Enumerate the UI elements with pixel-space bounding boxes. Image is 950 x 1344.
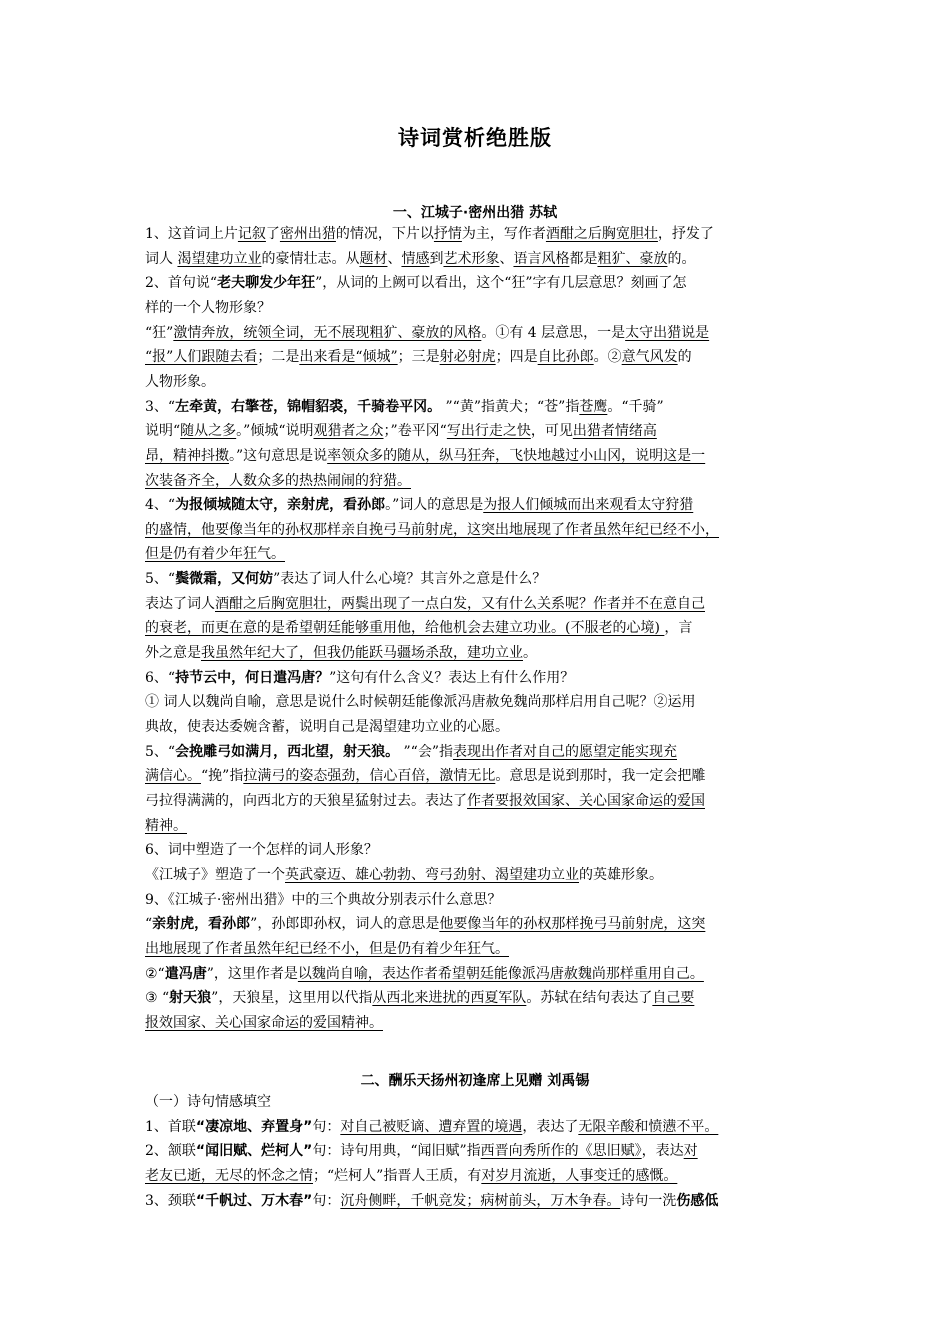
text-line bbox=[145, 323, 810, 345]
underlined-text: 西晋向秀所作的《思旧赋》 bbox=[480, 1143, 642, 1160]
underlined-text: 抒情 bbox=[433, 226, 462, 242]
text-run: ”，这里作者是 bbox=[206, 965, 298, 982]
section-heading: 二、酬乐天扬州初逢席上见赠 刘禹锡 bbox=[360, 1073, 590, 1089]
underlined-text: 出地展现了作者虽然年纪已经不小，但是仍有着少年狂气。 bbox=[145, 940, 509, 957]
bold-quote: 持节云中，何日遣冯唐？ bbox=[175, 669, 330, 686]
text-line bbox=[145, 446, 810, 468]
text-run: 弓拉得满满的，向西北方的天狼星猛射过去。表达了 bbox=[145, 792, 467, 809]
text-run: 。意思是说到那时，我一定会把雕 bbox=[495, 768, 706, 785]
bold-quote: 亲射虎，看孙郎 bbox=[152, 916, 251, 933]
text-run: 5、“ bbox=[145, 743, 176, 760]
underlined-text: 精神。 bbox=[145, 817, 187, 834]
underlined-text: 随从之多 bbox=[180, 423, 237, 440]
text-line bbox=[145, 569, 810, 591]
text-run: ”“会”指 bbox=[399, 743, 453, 760]
text-run: 词人 bbox=[145, 250, 178, 267]
text-run: 4、“ bbox=[145, 497, 176, 514]
text-run: ；三是 bbox=[397, 349, 440, 366]
underlined-text: 对岁月流逝，人事变迁的感慨。 bbox=[481, 1167, 678, 1184]
underlined-text: 他要像当年的孙权那样挽弓马前射虎，这突 bbox=[439, 916, 706, 933]
underlined-text: 以魏尚自喻，表达作者希望朝廷能像派冯唐赦魏尚那样重用自己。 bbox=[297, 965, 704, 982]
underlined-text: 酒酣之后胸宽胆壮，两鬓出现了一点白发，又有什么关系呢？作者并不在意自己 bbox=[215, 595, 705, 612]
text-run: 句： bbox=[312, 1192, 341, 1209]
text-run: 1、首联 bbox=[145, 1118, 196, 1135]
text-line bbox=[145, 1141, 810, 1163]
underlined-text: 对自己被贬谪、遭弃置的境遇 bbox=[340, 1118, 523, 1135]
text-line bbox=[145, 1166, 810, 1188]
text-line bbox=[145, 1117, 810, 1139]
underlined-text: 昂，精神抖擞 bbox=[145, 447, 229, 464]
text-run: 。”这句意思是说 bbox=[229, 447, 328, 464]
underlined-text: 题材 bbox=[359, 250, 388, 267]
text-line bbox=[145, 224, 810, 246]
text-line bbox=[145, 766, 810, 788]
text-run: 。①有 4 层意思，一是 bbox=[481, 324, 626, 341]
underlined-text: 表现出作者对自己的愿望定能实现充 bbox=[453, 743, 677, 760]
text-run: ③ “ bbox=[145, 990, 170, 1007]
text-run: 句： bbox=[312, 1118, 341, 1135]
underlined-text: 激情奔放，统领全词，无不展现粗犷、豪放的风格 bbox=[173, 324, 482, 341]
text-run: 2、颔联 bbox=[145, 1143, 196, 1160]
underlined-text: 情感 bbox=[401, 250, 430, 267]
text-line bbox=[145, 1013, 810, 1035]
text-run: 都是 bbox=[569, 250, 598, 267]
text-run: 的。 bbox=[667, 250, 696, 267]
text-run: 5、“ bbox=[145, 571, 176, 588]
text-run: 。“千骑” bbox=[607, 398, 664, 415]
text-run: “狂” bbox=[145, 324, 174, 341]
underlined-text: 出猎者情绪高 bbox=[572, 423, 657, 440]
bold-quote: 会挽雕弓如满月，西北望，射天狼。 bbox=[175, 743, 400, 760]
text-run: 。”倾城“说明 bbox=[236, 423, 314, 440]
text-run: 3、“ bbox=[145, 398, 176, 415]
text-line bbox=[145, 1092, 810, 1114]
underlined-text: 艺术形象 bbox=[443, 250, 500, 267]
text-line bbox=[145, 988, 810, 1010]
underlined-text: 出来看是“倾城” bbox=[299, 349, 398, 366]
document-title: 诗词赏析绝胜版 bbox=[398, 126, 552, 150]
text-run: 。 bbox=[523, 645, 537, 662]
underlined-text: 苍鹰 bbox=[579, 398, 608, 415]
text-run: 。② bbox=[593, 349, 622, 366]
text-line bbox=[145, 520, 810, 542]
text-line bbox=[145, 717, 810, 739]
underlined-text: 满信心。 bbox=[145, 768, 201, 785]
underlined-text: 率领众多的随从，纵马狂奔，飞快地越过小山冈，说明这是一 bbox=[327, 447, 706, 464]
underlined-text: 我虽然年纪大了，但我仍能跃马疆场杀敌，建功立业 bbox=[201, 645, 523, 662]
text-line bbox=[145, 421, 810, 443]
text-run: 的豪情壮志。从 bbox=[261, 250, 360, 267]
text-run: ；二是 bbox=[257, 349, 300, 366]
text-run: 6、词中塑造了一个怎样的词人形象？ bbox=[145, 842, 378, 859]
underlined-text: “报”人们跟随去看 bbox=[145, 349, 258, 366]
underlined-text: 语言风格 bbox=[513, 250, 570, 267]
underlined-text: 作者要报效国家、关心国家命运的爱国 bbox=[467, 792, 705, 809]
underlined-text: 自己要 bbox=[652, 990, 695, 1007]
text-line bbox=[145, 594, 810, 616]
text-line bbox=[145, 668, 810, 690]
text-run: 表达了词人 bbox=[145, 595, 215, 612]
underlined-text: 老友已逝，无尽的怀念之情 bbox=[145, 1167, 313, 1184]
text-run: ”，从词的上阙可以看出，这个“狂”字有几层意思？刻画了怎 bbox=[315, 275, 687, 292]
text-run: 外之意是 bbox=[145, 645, 201, 662]
text-run: 了 bbox=[265, 226, 280, 242]
text-line bbox=[145, 791, 810, 813]
underlined-text: 太守出猎说是 bbox=[625, 324, 710, 341]
text-line bbox=[145, 742, 810, 764]
text-run: 典故，使表达委婉含蓄，说明自己是渴望建功立业的心愿。 bbox=[145, 719, 509, 735]
underlined-text: 密州出猎 bbox=[279, 226, 336, 242]
underlined-text: 的衰老，而更在意的是希望朝廷能够重用他，给他机会去建立功业。(不服老的心境) bbox=[145, 620, 665, 637]
text-line bbox=[145, 372, 810, 394]
section-heading: 一、江城子·密州出猎 苏轼 bbox=[392, 205, 558, 221]
text-run: 3、颈联 bbox=[145, 1192, 196, 1209]
underlined-text: 渴望建功立业 bbox=[177, 250, 262, 267]
text-line bbox=[145, 397, 810, 419]
text-run: ②“ bbox=[145, 965, 165, 982]
underlined-text: 无限辛酸和愤懑不平。 bbox=[578, 1118, 719, 1135]
text-run: 2、首句说“ bbox=[145, 275, 218, 292]
bold-quote: 左牵黄，右擎苍，锦帽貂裘，千骑卷平冈。 bbox=[175, 398, 442, 415]
text-run: 、 bbox=[499, 250, 514, 267]
underlined-text: 观猎者之众 bbox=[313, 423, 384, 440]
text-line bbox=[145, 1191, 810, 1213]
text-run: ，可见 bbox=[530, 423, 573, 440]
text-line bbox=[145, 495, 810, 517]
underlined-text: 的盛情，他要像当年的孙权那样亲自挽弓马前射虎，这突出地展现了作者虽然年纪已经不小， bbox=[145, 521, 719, 538]
text-line bbox=[145, 643, 810, 665]
bold-quote: 伤感低 bbox=[676, 1192, 719, 1209]
underlined-text: 但是仍有着少年狂气。 bbox=[145, 546, 285, 563]
text-run: 诗句一洗 bbox=[620, 1192, 677, 1209]
text-line bbox=[145, 865, 810, 887]
text-run: ”，孙郎即孙权，词人的意思是 bbox=[250, 916, 440, 933]
underlined-text: 意气风发 bbox=[621, 349, 678, 366]
text-run: ”“黄”指黄犬；“苍”指 bbox=[441, 398, 580, 415]
text-line bbox=[145, 914, 810, 936]
text-run: ；“烂柯人”指晋人王质，有 bbox=[313, 1167, 482, 1184]
text-line bbox=[145, 471, 810, 493]
underlined-text: 为报人们倾城而出来观看太守狩猎 bbox=[483, 497, 694, 514]
text-run: “挽”指 bbox=[201, 768, 244, 785]
text-line bbox=[145, 890, 810, 912]
text-line bbox=[145, 347, 810, 369]
underlined-text: 英武豪迈、雄心勃勃、弯弓劲射、渴望建功立业 bbox=[285, 866, 579, 883]
underlined-text: 射必射虎 bbox=[439, 349, 496, 366]
text-line bbox=[145, 816, 810, 838]
text-run: 的 bbox=[677, 349, 692, 366]
text-run: ，表达了 bbox=[522, 1118, 579, 1135]
text-run: ”表达了词人什么心境？其言外之意是什么？ bbox=[273, 571, 547, 588]
text-run: 样的一个人物形象？ bbox=[145, 299, 271, 316]
text-run: ，言 bbox=[664, 620, 693, 637]
text-line bbox=[145, 298, 810, 320]
text-run: 《江城子》塑造了一个 bbox=[145, 866, 285, 883]
underlined-text: 自比孙郎 bbox=[537, 349, 594, 366]
text-run: 、 bbox=[387, 250, 402, 267]
text-line bbox=[145, 618, 810, 640]
text-run: 句：诗句用典，“闻旧赋”指 bbox=[312, 1143, 481, 1160]
text-line bbox=[145, 544, 810, 566]
text-run: 人物形象。 bbox=[145, 373, 215, 390]
underlined-text: 对 bbox=[683, 1143, 698, 1160]
bold-quote: 老夫聊发少年狂 bbox=[217, 275, 316, 292]
text-run: 的情况，下片以 bbox=[335, 226, 434, 242]
text-line bbox=[145, 939, 810, 961]
text-run: 6、“ bbox=[145, 669, 176, 686]
underlined-text: 记叙 bbox=[237, 226, 266, 242]
text-run: ，抒发了 bbox=[657, 226, 714, 242]
bold-quote: 遣冯唐 bbox=[164, 965, 207, 982]
bold-quote: 为报倾城随太守，亲射虎，看孙郎 bbox=[175, 497, 386, 514]
text-run: 9、《江城子·密州出猎》中的三个典故分别表示什么意思？ bbox=[145, 891, 502, 908]
bold-quote: 鬓微霜，又何妨 bbox=[175, 571, 274, 588]
text-run: 的英雄形象。 bbox=[579, 866, 663, 883]
text-line bbox=[145, 692, 810, 714]
text-run: ”这句有什么含义？表达上有什么作用？ bbox=[329, 669, 575, 686]
text-line bbox=[145, 249, 810, 271]
underlined-text: 沉舟侧畔，千帆竞发；病树前头，万木争春。 bbox=[340, 1192, 621, 1209]
underlined-text: 拉满弓的姿态强劲，信心百倍，激情无比 bbox=[243, 768, 496, 785]
text-run: ；”卷平冈“ bbox=[383, 423, 447, 440]
bold-quote: “千帆过、万木春” bbox=[195, 1192, 313, 1209]
underlined-text: 粗犷、豪放 bbox=[597, 250, 668, 267]
underlined-text: 酒酣之后胸宽胆壮 bbox=[545, 226, 658, 242]
text-run: （一）诗句情感填空 bbox=[145, 1094, 271, 1110]
text-run: ① 词人以魏尚自喻，意思是说什么时候朝廷能像派冯唐赦免魏尚那样启用自己呢？②运用 bbox=[145, 694, 696, 711]
text-run: 到 bbox=[429, 250, 444, 267]
text-run: ；四是 bbox=[495, 349, 538, 366]
text-run: ，表达 bbox=[641, 1143, 684, 1160]
text-line bbox=[145, 273, 810, 295]
text-run: ”，天狼星，这里用以代指 bbox=[211, 990, 373, 1007]
text-line bbox=[145, 840, 810, 862]
underlined-text: 写出行走之快 bbox=[446, 423, 531, 440]
text-run: 说明“ bbox=[145, 423, 181, 440]
text-line bbox=[145, 964, 810, 986]
text-run: 1、这首词上片 bbox=[145, 226, 238, 242]
text-run: 。”词人的意思是 bbox=[385, 497, 484, 514]
text-run: 为主，写作者 bbox=[461, 226, 546, 242]
bold-quote: 射天狼 bbox=[169, 990, 212, 1007]
underlined-text: 从西北来进扰的西夏军队 bbox=[372, 990, 527, 1007]
underlined-text: 次装备齐全，人数众多的热热闹闹的狩猎。 bbox=[145, 472, 411, 489]
text-run: 。苏轼在结句表达了 bbox=[526, 990, 653, 1007]
bold-quote: “凄凉地、弃置身” bbox=[195, 1118, 313, 1135]
text-run: “ bbox=[145, 916, 153, 933]
underlined-text: 报效国家、关心国家命运的爱国精神。 bbox=[145, 1014, 383, 1031]
bold-quote: “闻旧赋、烂柯人” bbox=[195, 1143, 313, 1160]
